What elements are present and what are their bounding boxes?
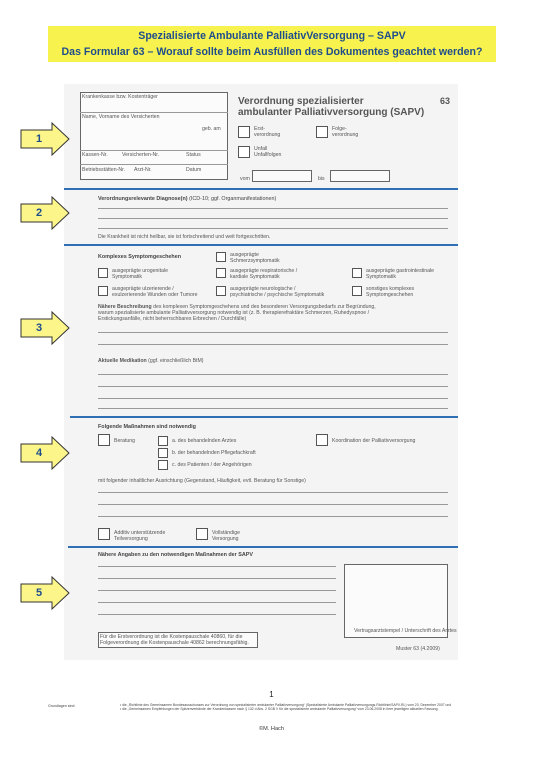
respiratorisch-label-1: ausgeprägte respiratorische / [230, 268, 298, 274]
gastro-label-1: ausgeprägte gastrointestinale [366, 268, 435, 274]
ausrichtung-label: mit folgender inhaltlicher Ausrichtung (Gegenstand, Häufigkeit, evtl. Beratung für Sonstige) [98, 478, 306, 484]
beratung-label: Beratung [114, 438, 136, 444]
versicherten-nr-label: Versicherten-Nr. [122, 152, 160, 158]
title-line-2: Das Formular 63 – Worauf sollte beim Ausfüllen des Dokumentes geachtet werden? [61, 46, 483, 58]
insurer-label: Krankenkasse bzw. Kostenträger [82, 94, 158, 100]
sonstiges-checkbox[interactable] [352, 286, 362, 296]
status-label: Status [186, 152, 201, 158]
beschreibung-label: Nähere Beschreibung [98, 304, 152, 310]
grundlagen-item: • die „Richtlinie des Gemeinsamen Bundesausschusses zur Verordnung von spezialisierter ambulanter Palliativversorgung“ (Spezialisierte Ambulante Palliativversorgungs-Richtlinie/SAPV-RL) vom 20. Dezember 2007 und [120, 703, 452, 707]
grundlagen-list [120, 703, 480, 712]
neurologisch-checkbox[interactable] [216, 286, 226, 296]
folgeverordnung-checkbox[interactable] [316, 126, 328, 138]
callout-number-4: 4 [35, 447, 43, 459]
neurologisch-label-1: ausgeprägte neurologische / [230, 286, 296, 292]
unfall-label-2: Unfallfolgen [254, 152, 282, 158]
name-label: Name, Vorname des Versicherten [82, 114, 160, 120]
vollstaendig-checkbox[interactable] [196, 528, 208, 540]
respiratorisch-checkbox[interactable] [216, 268, 226, 278]
callout-arrow-5 [20, 576, 70, 610]
schmerz-label-1: ausgeprägte [230, 252, 259, 258]
born-label: geb. am [202, 126, 221, 132]
form-title-line-2: ambulanter Palliativversorgung (SAPV) [238, 107, 425, 118]
medikation-label: Aktuelle Medikation [98, 358, 147, 364]
divider-1 [64, 188, 458, 190]
erst-label-2: verordnung [254, 132, 281, 138]
urogenital-label-1: ausgeprägte urogenitale [112, 268, 168, 274]
stamp-box [344, 564, 448, 638]
beratung-patient-checkbox[interactable] [158, 460, 168, 470]
kassen-nr-label: Kassen-Nr. [82, 152, 108, 158]
beschreibung-line-2: warum spezialisierte ambulante Palliativversorgung notwendig ist (z. B. therapierefraktäre Schmerzen, Ruhedyspnoe / [98, 310, 370, 316]
datum-label: Datum [186, 167, 202, 173]
gastro-label-2: Symptomatik [366, 274, 396, 280]
additiv-label-2: Teilversorgung [114, 536, 148, 542]
form-63-scan [64, 84, 458, 660]
callout-arrow-1 [20, 122, 70, 156]
beratung-pflege-checkbox[interactable] [158, 448, 168, 458]
diagnose-note: Die Krankheit ist nicht heilbar, sie ist fortschreitend und weit fortgeschritten. [98, 234, 271, 240]
additiv-label-1: Additiv unterstützende [114, 530, 166, 536]
pauschale-line-2: Folgeverordnung die Kostenpauschale 40862 berechnungsfähig. [100, 640, 249, 646]
callout-arrow-3 [20, 311, 70, 345]
diagnose-label-text: Verordnungsrelevante Diagnose(n) [98, 196, 188, 202]
koordination-label: Koordination der Palliativversorgung [332, 438, 416, 444]
medikation-hint: (ggf. einschließlich BtM) [148, 358, 204, 364]
copyright: ©M. Hach [259, 726, 284, 732]
schmerz-label-2: Schmerzsymptomatik [230, 258, 280, 264]
beschreibung-line-3: Erstickungsanfälle, nicht beherrschbares Erbrechen / Durchfälle) [98, 316, 247, 322]
title-line-1: Spezialisierte Ambulante PalliativVersorgung – SAPV [138, 30, 406, 42]
beratung-arzt-label: a. des behandelnden Arztes [172, 438, 237, 444]
sonstiges-label-1: sonstiges komplexes [366, 286, 415, 292]
callout-number-1: 1 [35, 133, 43, 145]
beratung-patient-label: c. des Patienten / der Angehörigen [172, 462, 252, 468]
divider-4 [68, 546, 458, 548]
gastro-checkbox[interactable] [352, 268, 362, 278]
beschreibung-rest: des komplexen Symptomgeschehens und des besonderen Versorgungsbedarfs zur Begründung, [153, 304, 376, 310]
page-number: 1 [269, 690, 274, 699]
grundlagen-label: Grundlagen sind: [48, 704, 76, 708]
unfall-label-1: Unfall [254, 146, 268, 152]
betriebsstaetten-nr-label: Betriebsstätten-Nr. [82, 167, 125, 173]
vollstaendig-label-2: Versorgung [212, 536, 239, 542]
beratung-checkbox[interactable] [98, 434, 110, 446]
medikation-line [98, 358, 204, 364]
form-title [238, 96, 424, 118]
title-banner [48, 26, 496, 62]
beratung-pflege-label: b. der behandelnden Pflegefachkraft [172, 450, 256, 456]
neurologisch-label-2: psychiatrische / psychische Symptomatik [230, 292, 325, 298]
form-title-line-1: Verordnung spezialisierter [238, 96, 364, 107]
koordination-checkbox[interactable] [316, 434, 328, 446]
vollstaendig-label-1: Vollständige [212, 530, 240, 536]
callout-number-2: 2 [35, 207, 43, 219]
vom-date-field[interactable] [252, 170, 312, 182]
callout-number-5: 5 [35, 587, 43, 599]
pauschale-line-1: Für die Erstverordnung ist die Kostenpauschale 40860, für die [100, 634, 243, 640]
divider-2 [64, 244, 458, 246]
divider-3 [70, 416, 458, 418]
ulzerierend-label-2: exulzerierende Wunden oder Tumore [112, 292, 198, 298]
folge-label-2: verordnung [332, 132, 359, 138]
diagnose-hint: (ICD-10; ggf. Organmanifestationen) [189, 196, 277, 202]
folge-label-1: Folge- [332, 126, 347, 132]
diagnose-label [98, 196, 276, 202]
ulzerierend-checkbox[interactable] [98, 286, 108, 296]
schmerz-checkbox[interactable] [216, 252, 226, 262]
callout-arrow-4 [20, 436, 70, 470]
arzt-nr-label: Arzt-Nr. [134, 167, 152, 173]
muster-label: Muster 63 (4.2009) [396, 646, 440, 652]
form-number: 63 [440, 96, 451, 106]
unfall-checkbox[interactable] [238, 146, 250, 158]
grundlagen-item: • die „Gemeinsamen Empfehlungen der Spitzenverbände der Krankenkassen nach § 132 d Abs. 2 SGB V für die spezialisierte ambulante Palliativversorgung“ vom 23.06.2008 in ihrer jeweiligen aktuellen Fassung. [120, 707, 439, 712]
urogenital-label-2: Symptomatik [112, 274, 142, 280]
bis-label: bis [318, 176, 325, 182]
massnahmen-heading: Folgende Maßnahmen sind notwendig [98, 424, 196, 430]
naehere-angaben-heading: Nähere Angaben zu den notwendigen Maßnahmen der SAPV [98, 552, 253, 558]
stamp-label: Vertragsarztstempel / Unterschrift des Arztes [354, 628, 457, 634]
respiratorisch-label-2: kardiale Symptomatik [230, 274, 280, 280]
sonstiges-label-2: Symptomgeschehen [366, 292, 414, 298]
callout-number-3: 3 [35, 322, 43, 334]
ulzerierend-label-1: ausgeprägte ulzerierende / [112, 286, 174, 292]
additiv-checkbox[interactable] [98, 528, 110, 540]
erstverordnung-checkbox[interactable] [238, 126, 250, 138]
callout-arrow-2 [20, 196, 70, 230]
beratung-arzt-checkbox[interactable] [158, 436, 168, 446]
vom-label: vom [240, 176, 250, 182]
urogenital-checkbox[interactable] [98, 268, 108, 278]
bis-date-field[interactable] [330, 170, 390, 182]
komplexes-label: Komplexes Symptomgeschehen [98, 254, 181, 260]
erst-label-1: Erst- [254, 126, 265, 132]
